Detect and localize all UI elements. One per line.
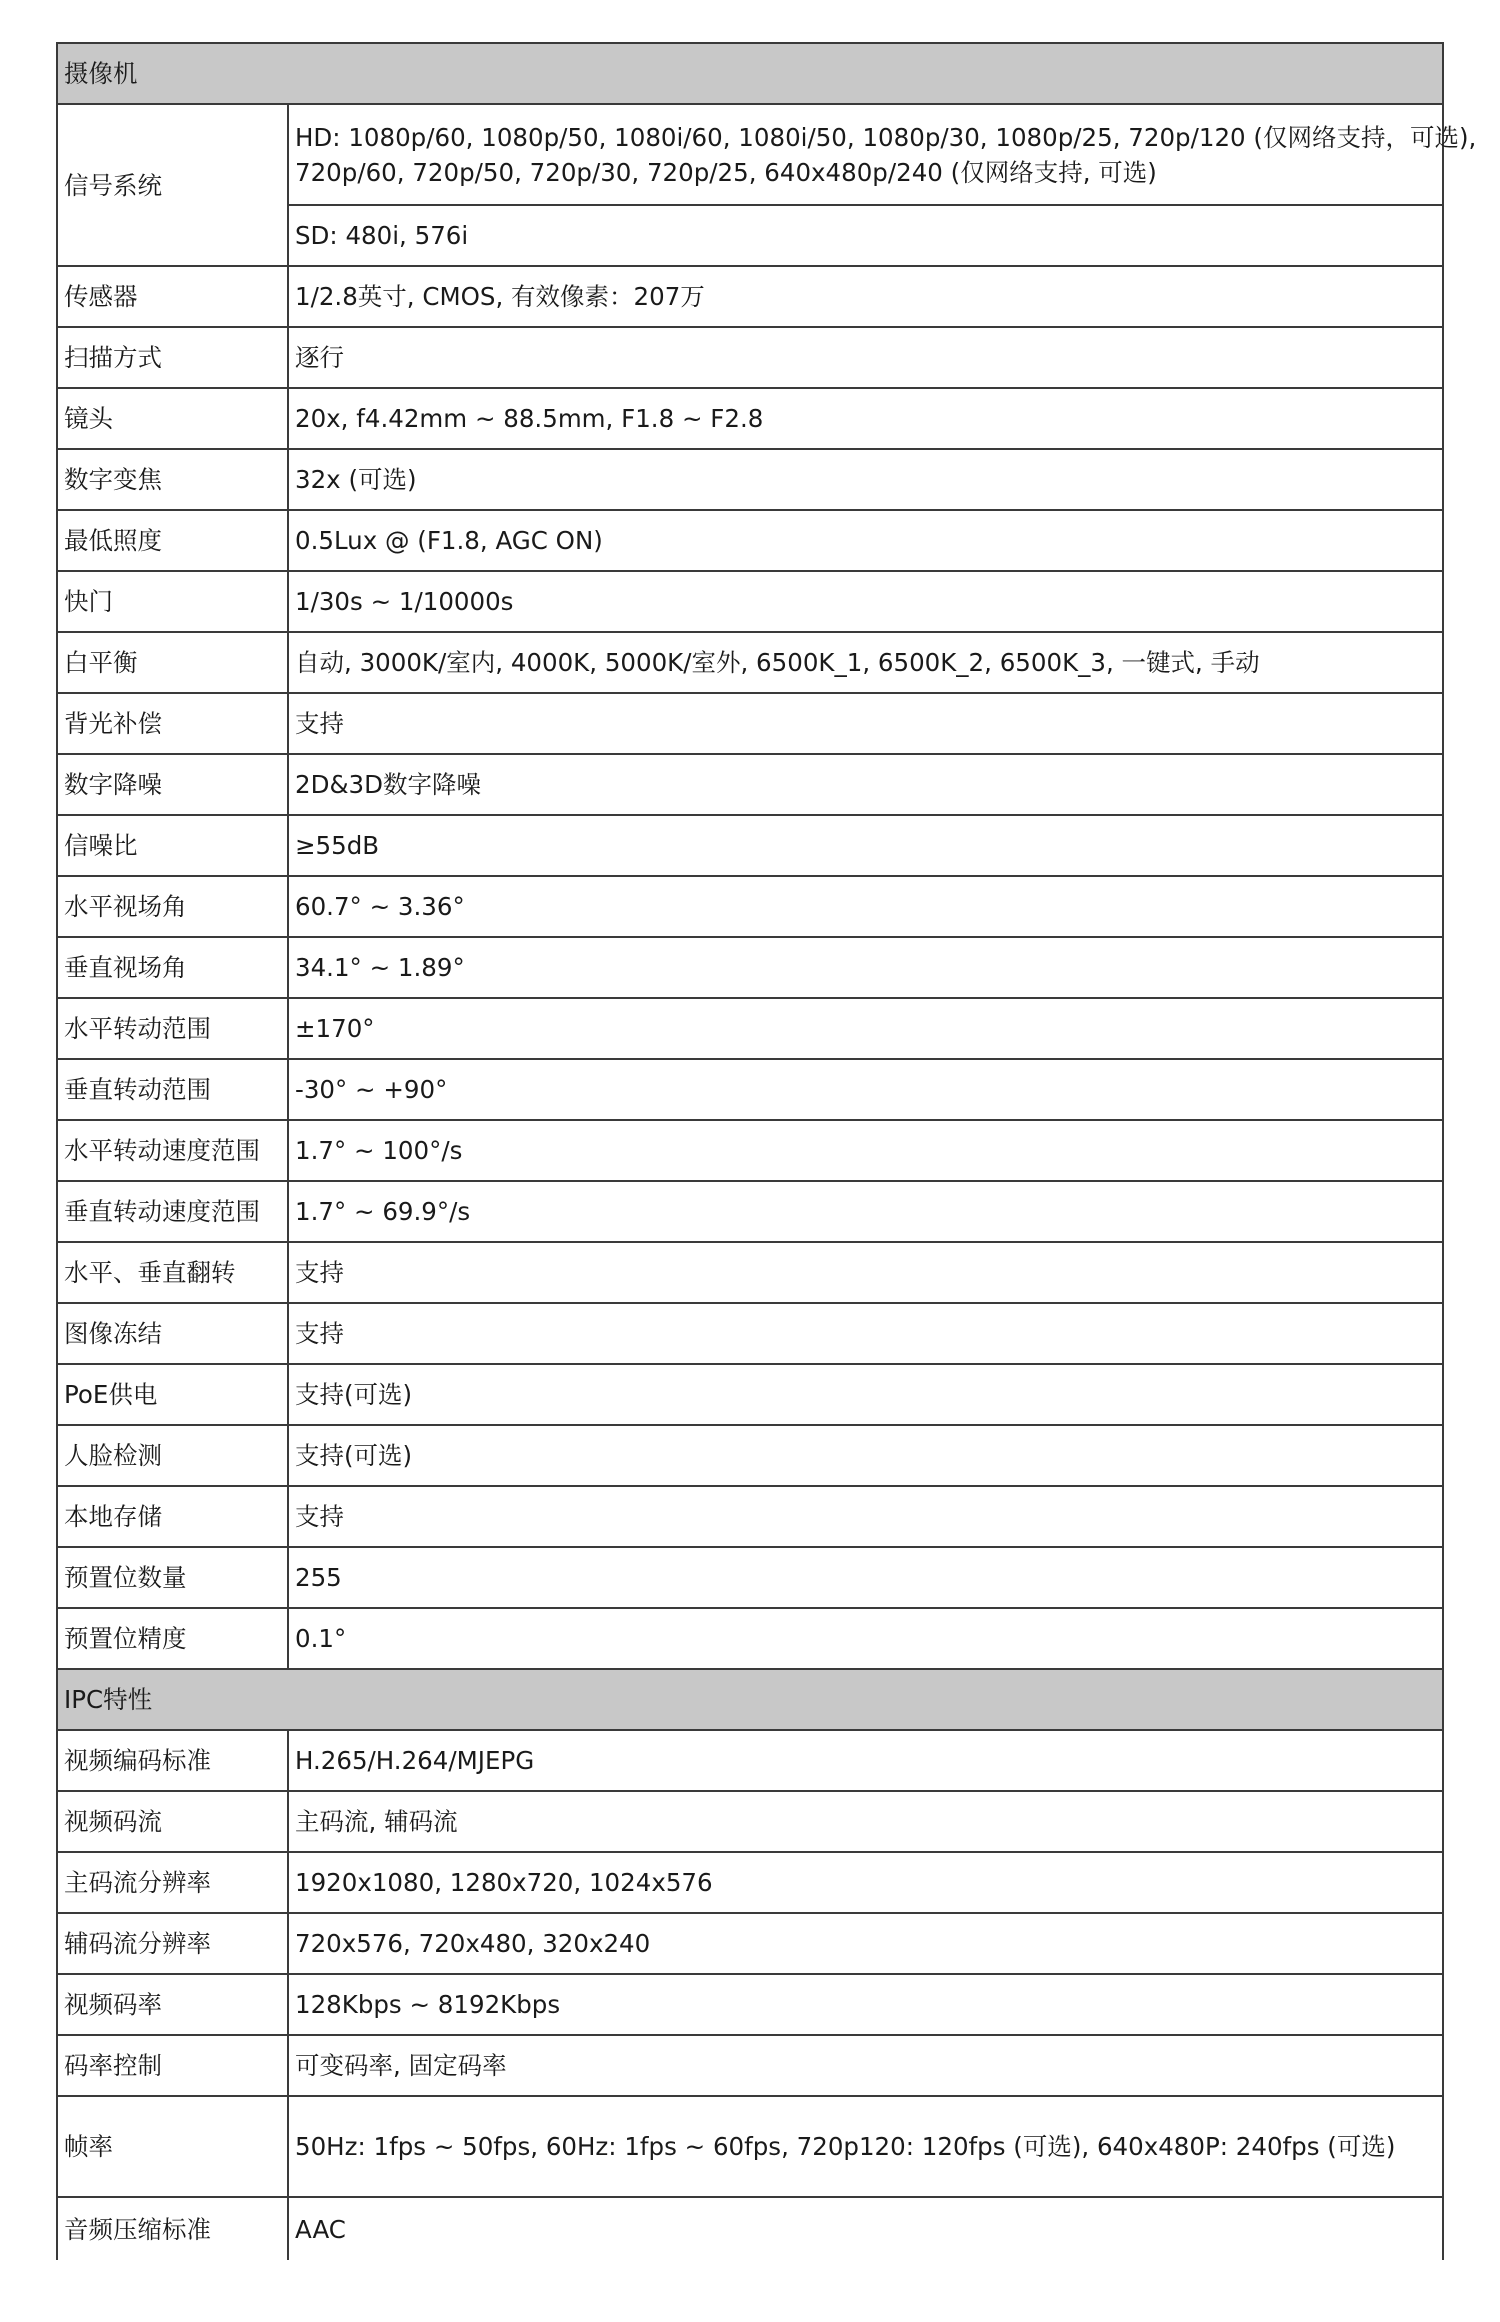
spec-row-signal-hd <box>57 104 1443 205</box>
spec-value-signal-hd <box>288 104 1477 205</box>
spec-value: 支持 <box>288 1303 1443 1364</box>
spec-label: 视频码流 <box>57 1791 288 1852</box>
spec-label: 垂直转动范围 <box>57 1059 288 1120</box>
section-ipc <box>57 1669 1443 1730</box>
spec-label-signal: 信号系统 <box>57 104 288 266</box>
spec-label: 快门 <box>57 571 288 632</box>
spec-row-sensor <box>57 266 1443 327</box>
spec-value: ±170° <box>288 998 1443 1059</box>
spec-value: AAC <box>288 2197 1443 2260</box>
spec-value: 128Kbps ~ 8192Kbps <box>288 1974 1443 2035</box>
spec-value-signal-sd: SD: 480i, 576i <box>288 205 1443 266</box>
spec-label: 数字变焦 <box>57 449 288 510</box>
spec-value: 60.7° ~ 3.36° <box>288 876 1443 937</box>
section-camera <box>57 43 1443 104</box>
spec-row-main-stream-res <box>57 1852 1443 1913</box>
spec-label: 垂直转动速度范围 <box>57 1181 288 1242</box>
spec-row-noise-reduction <box>57 754 1443 815</box>
spec-label: 扫描方式 <box>57 327 288 388</box>
spec-value: 0.1° <box>288 1608 1443 1669</box>
spec-value: 50Hz: 1fps ~ 50fps, 60Hz: 1fps ~ 60fps, 720p120: 120fps (可选), 640x480P: 240fps (可选) <box>288 2096 1443 2197</box>
spec-label: 预置位精度 <box>57 1608 288 1669</box>
spec-label: 水平、垂直翻转 <box>57 1242 288 1303</box>
spec-label: 人脸检测 <box>57 1425 288 1486</box>
spec-label: 白平衡 <box>57 632 288 693</box>
spec-row-video-bitrate <box>57 1974 1443 2035</box>
spec-value: 1/30s ~ 1/10000s <box>288 571 1443 632</box>
spec-value: 支持(可选) <box>288 1364 1443 1425</box>
camera-spec-table <box>56 42 1477 2260</box>
section-title-camera: 摄像机 <box>57 43 1443 104</box>
spec-value: 1/2.8英寸, CMOS, 有效像素：207万 <box>288 266 1443 327</box>
spec-row-preset-count <box>57 1547 1443 1608</box>
spec-value: 1920x1080, 1280x720, 1024x576 <box>288 1852 1443 1913</box>
spec-value: 可变码率, 固定码率 <box>288 2035 1443 2096</box>
spec-row-tilt-range <box>57 1059 1443 1120</box>
spec-value: 2D&3D数字降噪 <box>288 754 1443 815</box>
spec-row-preset-accuracy <box>57 1608 1443 1669</box>
spec-row-digital-zoom <box>57 449 1443 510</box>
spec-value: 1.7° ~ 100°/s <box>288 1120 1443 1181</box>
spec-label: 图像冻结 <box>57 1303 288 1364</box>
spec-row-tilt-speed <box>57 1181 1443 1242</box>
spec-row-audio-codec <box>57 2197 1443 2260</box>
spec-value: -30° ~ +90° <box>288 1059 1443 1120</box>
spec-value: 支持 <box>288 1486 1443 1547</box>
spec-row-image-freeze <box>57 1303 1443 1364</box>
spec-value: 0.5Lux @ (F1.8, AGC ON) <box>288 510 1443 571</box>
spec-label: 帧率 <box>57 2096 288 2197</box>
spec-row-bitrate-control <box>57 2035 1443 2096</box>
spec-row-flip <box>57 1242 1443 1303</box>
section-title-ipc: IPC特性 <box>57 1669 1443 1730</box>
spec-value: 32x (可选) <box>288 449 1443 510</box>
spec-row-shutter <box>57 571 1443 632</box>
spec-label: 辅码流分辨率 <box>57 1913 288 1974</box>
spec-row-min-illumination <box>57 510 1443 571</box>
spec-row-vertical-fov <box>57 937 1443 998</box>
spec-row-face-detection <box>57 1425 1443 1486</box>
spec-value: 自动, 3000K/室内, 4000K, 5000K/室外, 6500K_1, 6500K_2, 6500K_3, 一键式, 手动 <box>288 632 1443 693</box>
spec-row-pan-speed <box>57 1120 1443 1181</box>
spec-row-poe <box>57 1364 1443 1425</box>
spec-label: 最低照度 <box>57 510 288 571</box>
signal-hd-line2: 720p/60, 720p/50, 720p/30, 720p/25, 640x480p/240 (仅网络支持, 可选) <box>295 157 1157 187</box>
spec-row-horizontal-fov <box>57 876 1443 937</box>
spec-label: 本地存储 <box>57 1486 288 1547</box>
spec-value: 支持(可选) <box>288 1425 1443 1486</box>
spec-label: 水平视场角 <box>57 876 288 937</box>
spec-row-video-codec <box>57 1730 1443 1791</box>
spec-value: 34.1° ~ 1.89° <box>288 937 1443 998</box>
spec-label: 码率控制 <box>57 2035 288 2096</box>
spec-value: 20x, f4.42mm ~ 88.5mm, F1.8 ~ F2.8 <box>288 388 1443 449</box>
spec-row-video-stream <box>57 1791 1443 1852</box>
spec-value: H.265/H.264/MJEPG <box>288 1730 1443 1791</box>
spec-label: 镜头 <box>57 388 288 449</box>
spec-value: 支持 <box>288 693 1443 754</box>
spec-value: 主码流, 辅码流 <box>288 1791 1443 1852</box>
spec-row-lens <box>57 388 1443 449</box>
spec-label: 传感器 <box>57 266 288 327</box>
spec-label: 水平转动速度范围 <box>57 1120 288 1181</box>
spec-row-pan-range <box>57 998 1443 1059</box>
spec-label: 背光补偿 <box>57 693 288 754</box>
spec-row-snr <box>57 815 1443 876</box>
spec-value: 255 <box>288 1547 1443 1608</box>
spec-value: 720x576, 720x480, 320x240 <box>288 1913 1443 1974</box>
spec-label: 视频码率 <box>57 1974 288 2035</box>
spec-row-scan-mode <box>57 327 1443 388</box>
spec-label: 主码流分辨率 <box>57 1852 288 1913</box>
spec-label: 视频编码标准 <box>57 1730 288 1791</box>
spec-label: 信噪比 <box>57 815 288 876</box>
spec-label: 数字降噪 <box>57 754 288 815</box>
spec-row-backlight-comp <box>57 693 1443 754</box>
spec-label: 预置位数量 <box>57 1547 288 1608</box>
spec-row-frame-rate <box>57 2096 1443 2197</box>
spec-label: 水平转动范围 <box>57 998 288 1059</box>
spec-row-white-balance <box>57 632 1443 693</box>
spec-label: PoE供电 <box>57 1364 288 1425</box>
spec-label: 垂直视场角 <box>57 937 288 998</box>
spec-row-local-storage <box>57 1486 1443 1547</box>
spec-value: 1.7° ~ 69.9°/s <box>288 1181 1443 1242</box>
spec-value: 支持 <box>288 1242 1443 1303</box>
spec-row-sub-stream-res <box>57 1913 1443 1974</box>
spec-label: 音频压缩标准 <box>57 2197 288 2260</box>
spec-value: ≥55dB <box>288 815 1443 876</box>
spec-value: 逐行 <box>288 327 1443 388</box>
signal-hd-line1: HD: 1080p/60, 1080p/50, 1080i/60, 1080i/50, 1080p/30, 1080p/25, 720p/120 (仅网络支持，可选), <box>295 122 1477 152</box>
